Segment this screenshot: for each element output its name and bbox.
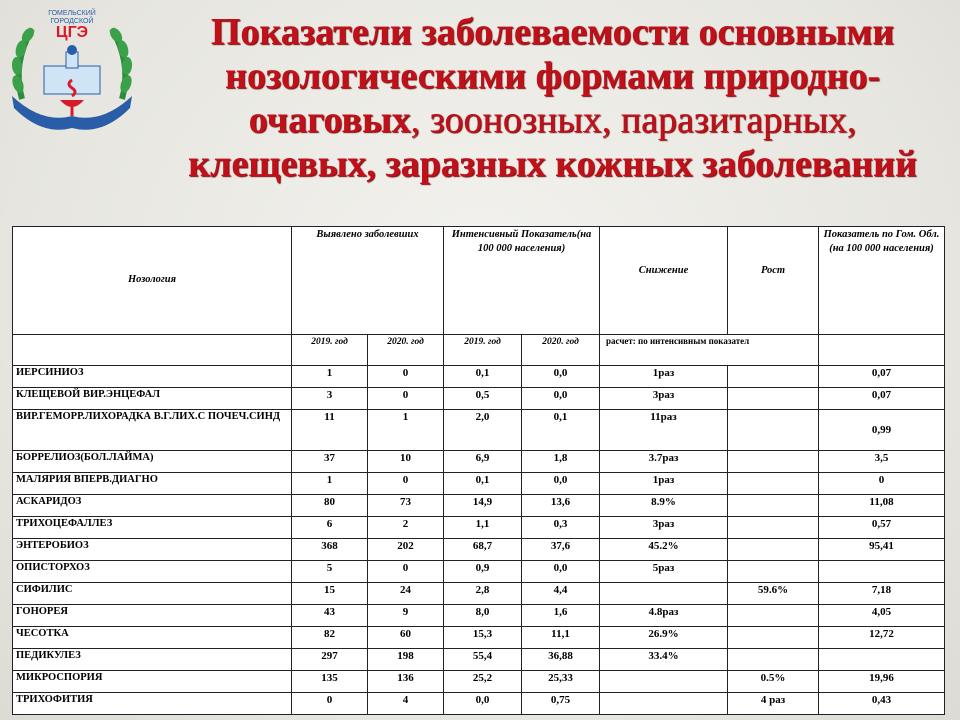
cell-intensive-2019: 0,1: [444, 366, 522, 388]
cell-detected-2020: 136: [368, 671, 444, 693]
cell-detected-2019: 297: [292, 649, 368, 671]
cell-decrease: [600, 583, 728, 605]
cell-growth: [728, 517, 819, 539]
table-row: [13, 410, 945, 451]
cell-growth: [728, 627, 819, 649]
title-line-1: Показатели заболеваемости основными: [210, 11, 895, 53]
cell-intensive-2019: 15,3: [444, 627, 522, 649]
cell-detected-2020: 60: [368, 627, 444, 649]
cell-detected-2019: 0: [292, 693, 368, 715]
cell-growth: [728, 495, 819, 517]
cell-nosology: МАЛЯРИЯ ВПЕРВ.ДИАГНО: [13, 473, 292, 495]
title-line-2: нозологическими формами природно-: [224, 55, 881, 97]
cell-detected-2019: 11: [292, 410, 368, 451]
logo-text-top: ГОМЕЛЬСКИЙ ГОРОДСКОЙ: [48, 10, 96, 25]
cell-decrease: 3раз: [600, 517, 728, 539]
cell-nosology: ИЕРСИНИОЗ: [13, 366, 292, 388]
cell-gomel-region: 95,41: [819, 539, 945, 561]
cell-intensive-2019: 1,1: [444, 517, 522, 539]
cell-intensive-2020: 36,88: [522, 649, 600, 671]
cell-detected-2019: 1: [292, 473, 368, 495]
cell-decrease: 45.2%: [600, 539, 728, 561]
cell-intensive-2020: 0,0: [522, 388, 600, 410]
cell-intensive-2020: 0,0: [522, 366, 600, 388]
cell-intensive-2019: 0,5: [444, 388, 522, 410]
cell-decrease: 3.7раз: [600, 451, 728, 473]
cell-detected-2020: 0: [368, 388, 444, 410]
cell-detected-2020: 24: [368, 583, 444, 605]
cell-detected-2019: 80: [292, 495, 368, 517]
cell-growth: [728, 410, 819, 451]
subheader-calculation: расчет: по интенсивным показател: [600, 335, 819, 366]
cell-nosology: АСКАРИДОЗ: [13, 495, 292, 517]
cell-intensive-2020: 4,4: [522, 583, 600, 605]
cell-gomel-region: 12,72: [819, 627, 945, 649]
cell-growth: 59.6%: [728, 583, 819, 605]
cell-decrease: 11раз: [600, 410, 728, 451]
table-row: [13, 495, 945, 517]
cell-detected-2019: 368: [292, 539, 368, 561]
cell-detected-2020: 0: [368, 561, 444, 583]
cell-intensive-2019: 14,9: [444, 495, 522, 517]
cell-detected-2020: 4: [368, 693, 444, 715]
cell-nosology: ТРИХОФИТИЯ: [13, 693, 292, 715]
table-row: [13, 517, 945, 539]
cell-growth: [728, 539, 819, 561]
cell-detected-2019: 1: [292, 366, 368, 388]
header-growth: Рост: [728, 227, 819, 335]
table-row: [13, 649, 945, 671]
title-line-3b: , зоонозных, паразитарных,: [410, 99, 857, 141]
morbidity-table: [12, 226, 945, 715]
cell-growth: 0.5%: [728, 671, 819, 693]
cell-detected-2019: 15: [292, 583, 368, 605]
cell-decrease: 5раз: [600, 561, 728, 583]
cell-intensive-2020: 11,1: [522, 627, 600, 649]
table-row: [13, 583, 945, 605]
subheader-intensive-2019: 2019. год: [444, 335, 522, 366]
cell-decrease: 8.9%: [600, 495, 728, 517]
cell-intensive-2019: 2,0: [444, 410, 522, 451]
header-nosology: Нозология: [13, 227, 292, 335]
logo-text-main: ЦГЭ: [55, 24, 89, 41]
cell-intensive-2020: 0,0: [522, 561, 600, 583]
cell-nosology: ЧЕСОТКА: [13, 627, 292, 649]
cell-nosology: ТРИХОЦЕФАЛЛЕЗ: [13, 517, 292, 539]
cell-intensive-2019: 25,2: [444, 671, 522, 693]
cell-growth: [728, 649, 819, 671]
cell-intensive-2020: 1,8: [522, 451, 600, 473]
table-row: [13, 451, 945, 473]
subheader-detected-2020: 2020. год: [368, 335, 444, 366]
cell-decrease: 1раз: [600, 366, 728, 388]
cell-gomel-region: 0,43: [819, 693, 945, 715]
cell-detected-2020: 9: [368, 605, 444, 627]
cell-detected-2020: 198: [368, 649, 444, 671]
cell-intensive-2019: 0,1: [444, 473, 522, 495]
table-row: [13, 539, 945, 561]
cell-growth: [728, 388, 819, 410]
cell-detected-2020: 10: [368, 451, 444, 473]
cell-growth: [728, 605, 819, 627]
cell-intensive-2020: 0,75: [522, 693, 600, 715]
table-row: [13, 627, 945, 649]
title-line-3a: очаговых: [248, 99, 411, 141]
cell-decrease: [600, 671, 728, 693]
cell-intensive-2019: 0,9: [444, 561, 522, 583]
cell-intensive-2020: 0,3: [522, 517, 600, 539]
cell-detected-2020: 0: [368, 473, 444, 495]
header-intensive: Интенсивный Показатель(на 100 000 населения): [444, 227, 600, 335]
cell-intensive-2019: 0,0: [444, 693, 522, 715]
page-title: [150, 10, 955, 186]
table-row: [13, 473, 945, 495]
cell-growth: [728, 473, 819, 495]
cell-growth: [728, 366, 819, 388]
cell-intensive-2020: 0,0: [522, 473, 600, 495]
cell-gomel-region: 19,96: [819, 671, 945, 693]
cell-detected-2019: 82: [292, 627, 368, 649]
table-row: [13, 388, 945, 410]
cell-intensive-2019: 2,8: [444, 583, 522, 605]
header-decrease: Снижение: [600, 227, 728, 335]
header-gomel-region: Показатель по Гом. Обл. (на 100 000 населения): [819, 227, 945, 335]
cell-intensive-2019: 6,9: [444, 451, 522, 473]
subheader-empty: [13, 335, 292, 366]
title-line-4: клещевых, заразных кожных заболеваний: [188, 143, 917, 185]
cell-nosology: СИФИЛИС: [13, 583, 292, 605]
cell-nosology: ВИР.ГЕМОРР.ЛИХОРАДКА В.Г.ЛИХ.С ПОЧЕЧ.СИНД: [13, 410, 292, 451]
cell-intensive-2020: 37,6: [522, 539, 600, 561]
cell-gomel-region: 0: [819, 473, 945, 495]
cell-nosology: МИКРОСПОРИЯ: [13, 671, 292, 693]
cell-gomel-region: 0,99: [819, 410, 945, 451]
cell-gomel-region: 0,07: [819, 366, 945, 388]
cell-gomel-region: 3,5: [819, 451, 945, 473]
cell-intensive-2020: 13,6: [522, 495, 600, 517]
cell-growth: 4 раз: [728, 693, 819, 715]
cell-gomel-region: 7,18: [819, 583, 945, 605]
subheader-detected-2019: 2019. год: [292, 335, 368, 366]
subheader-intensive-2020: 2020. год: [522, 335, 600, 366]
cell-detected-2020: 2: [368, 517, 444, 539]
cell-detected-2020: 1: [368, 410, 444, 451]
cell-growth: [728, 561, 819, 583]
cell-detected-2019: 3: [292, 388, 368, 410]
cell-detected-2019: 37: [292, 451, 368, 473]
cell-gomel-region: [819, 649, 945, 671]
cell-detected-2020: 202: [368, 539, 444, 561]
cell-intensive-2019: 8,0: [444, 605, 522, 627]
cell-decrease: 3раз: [600, 388, 728, 410]
cell-nosology: ПЕДИКУЛЕЗ: [13, 649, 292, 671]
header-detected: Выявлено заболевших: [292, 227, 444, 335]
cell-nosology: ОПИСТОРХОЗ: [13, 561, 292, 583]
cell-decrease: [600, 693, 728, 715]
table-body: [13, 366, 945, 715]
cell-detected-2019: 43: [292, 605, 368, 627]
cell-gomel-region: 11,08: [819, 495, 945, 517]
table-row: [13, 366, 945, 388]
cell-detected-2019: 135: [292, 671, 368, 693]
cell-detected-2020: 73: [368, 495, 444, 517]
cell-gomel-region: 0,07: [819, 388, 945, 410]
cell-gomel-region: [819, 561, 945, 583]
cell-gomel-region: 0,57: [819, 517, 945, 539]
cell-intensive-2020: 1,6: [522, 605, 600, 627]
cell-gomel-region: 4,05: [819, 605, 945, 627]
cell-nosology: ЭНТЕРОБИОЗ: [13, 539, 292, 561]
cell-intensive-2019: 68,7: [444, 539, 522, 561]
cell-detected-2020: 0: [368, 366, 444, 388]
cell-intensive-2019: 55,4: [444, 649, 522, 671]
table-row: [13, 671, 945, 693]
cell-nosology: БОРРЕЛИОЗ(БОЛ.ЛАЙМА): [13, 451, 292, 473]
logo: [2, 4, 142, 144]
cell-detected-2019: 5: [292, 561, 368, 583]
cell-nosology: КЛЕЩЕВОЙ ВИР.ЭНЦЕФАЛ: [13, 388, 292, 410]
cell-nosology: ГОНОРЕЯ: [13, 605, 292, 627]
cell-intensive-2020: 25,33: [522, 671, 600, 693]
cell-decrease: 26.9%: [600, 627, 728, 649]
cell-decrease: 4.8раз: [600, 605, 728, 627]
cell-growth: [728, 451, 819, 473]
cell-decrease: 33.4%: [600, 649, 728, 671]
table-row: [13, 693, 945, 715]
table-row: [13, 561, 945, 583]
cell-detected-2019: 6: [292, 517, 368, 539]
subheader-empty-2: [819, 335, 945, 366]
table-row: [13, 605, 945, 627]
cell-intensive-2020: 0,1: [522, 410, 600, 451]
cell-decrease: 1раз: [600, 473, 728, 495]
